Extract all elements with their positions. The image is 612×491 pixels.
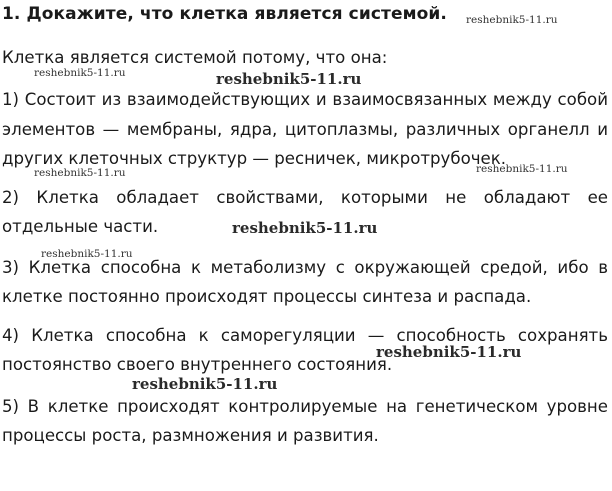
point-3-line-2: клетке постоянно происходят процессы синтеза и распада. <box>2 287 532 306</box>
point-2-line-2: отдельные части. <box>2 217 159 236</box>
point-1-line-1: 1) Состоит из взаимодействующих и взаимосвязанных между собой <box>2 90 608 109</box>
point-1-line-2: элементов — мембраны, ядра, цитоплазмы, различных органелл и <box>2 120 608 139</box>
intro-text: Клетка является системой потому, что она: <box>2 48 388 67</box>
point-4-line-2: постоянство своего внутреннего состояния. <box>2 355 393 374</box>
watermark: reshebnik5-11.ru <box>34 67 126 79</box>
watermark: reshebnik5-11.ru <box>132 375 278 393</box>
watermark: reshebnik5-11.ru <box>466 14 558 26</box>
point-5-line-2: процессы роста, размножения и развития. <box>2 426 379 445</box>
watermark: reshebnik5-11.ru <box>34 167 126 179</box>
point-5-line-1: 5) В клетке происходят контролируемые на генетическом уровне <box>2 397 608 416</box>
watermark: reshebnik5-11.ru <box>41 248 133 260</box>
watermark: reshebnik5-11.ru <box>376 343 522 361</box>
watermark: reshebnik5-11.ru <box>216 70 362 88</box>
watermark: reshebnik5-11.ru <box>232 219 378 237</box>
point-2-line-1: 2) Клетка обладает свойствами, которыми не обладают ее <box>2 188 608 207</box>
question-title: 1. Докажите, что клетка является системой. <box>2 4 447 24</box>
point-1-line-3: других клеточных структур — ресничек, микротрубочек. <box>2 149 507 168</box>
point-3-line-1: 3) Клетка способна к метаболизму с окружающей средой, ибо в <box>2 258 608 277</box>
point-4-line-1: 4) Клетка способна к саморегуляции — способность сохранять <box>2 326 608 345</box>
watermark: reshebnik5-11.ru <box>476 163 568 175</box>
